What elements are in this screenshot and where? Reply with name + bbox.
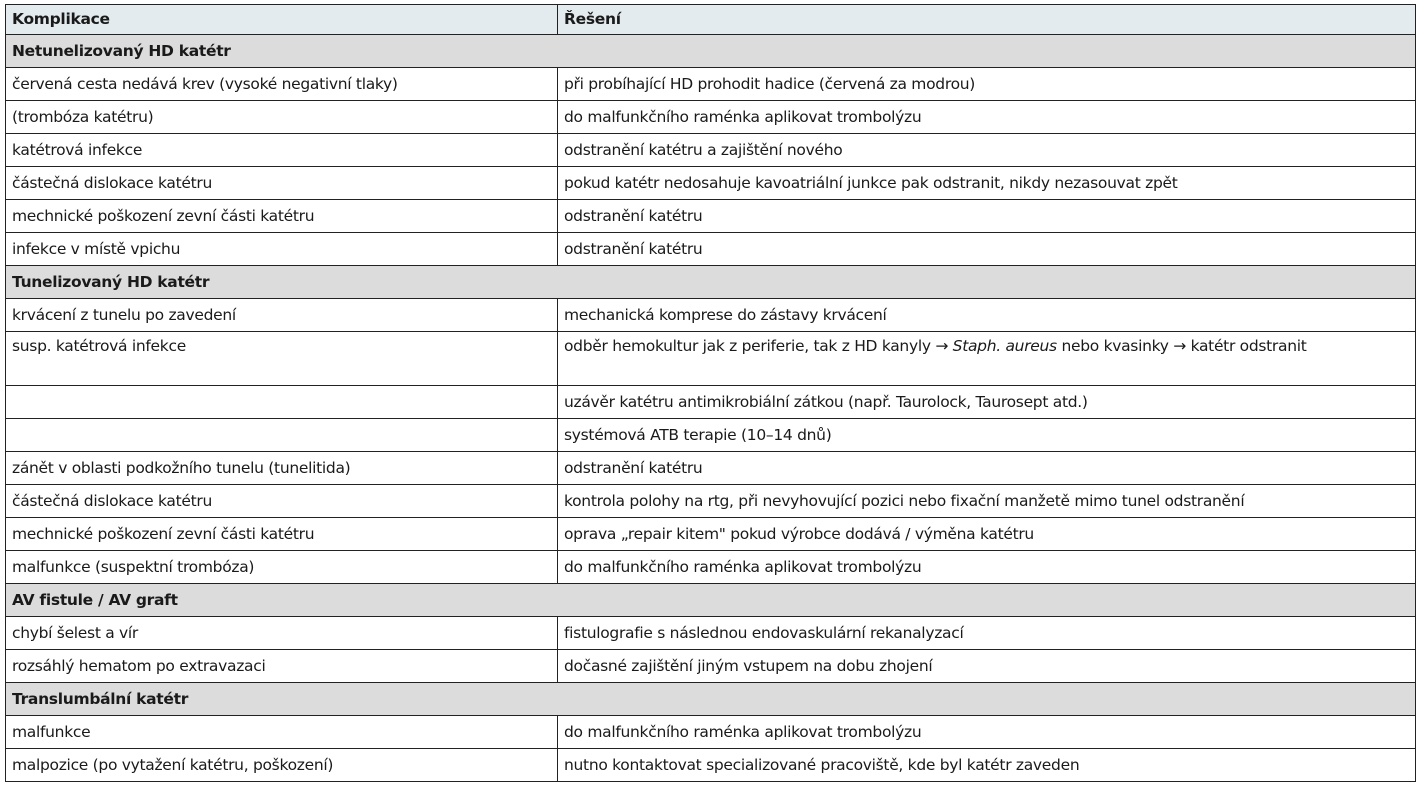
- table-row: [6, 134, 1416, 167]
- table-row: [6, 650, 1416, 683]
- complication-cell: mechnické poškození zevní části katétru: [6, 518, 558, 551]
- table-row: [6, 551, 1416, 584]
- table-header-row: [6, 5, 1416, 35]
- solution-cell: mechanická komprese do zástavy krvácení: [558, 299, 1416, 332]
- table-row: [6, 68, 1416, 101]
- complication-cell: [6, 419, 558, 452]
- section-row: [6, 266, 1416, 299]
- complication-cell: infekce v místě vpichu: [6, 233, 558, 266]
- solution-cell: při probíhající HD prohodit hadice (červená za modrou): [558, 68, 1416, 101]
- solution-cell: systémová ATB terapie (10–14 dnů): [558, 419, 1416, 452]
- section-row: [6, 584, 1416, 617]
- table-row: [6, 233, 1416, 266]
- table-row: [6, 419, 1416, 452]
- solution-cell: do malfunkčního raménka aplikovat trombolýzu: [558, 101, 1416, 134]
- solution-text: nebo kvasinky: [1056, 337, 1174, 355]
- complication-cell: malfunkce (suspektní trombóza): [6, 551, 558, 584]
- section-title: AV fistule / AV graft: [6, 584, 1416, 617]
- solution-cell: pokud katétr nedosahuje kavoatriální junkce pak odstranit, nikdy nezasouvat zpět: [558, 167, 1416, 200]
- solution-cell: do malfunkčního raménka aplikovat trombolýzu: [558, 716, 1416, 749]
- solution-cell: odstranění katétru: [558, 233, 1416, 266]
- complications-table: [5, 4, 1416, 782]
- table-row: [6, 716, 1416, 749]
- table-row: [6, 518, 1416, 551]
- section-row: [6, 683, 1416, 716]
- complication-cell: částečná dislokace katétru: [6, 485, 558, 518]
- header-reseni: Řešení: [558, 5, 1416, 35]
- section-row: [6, 35, 1416, 68]
- table-row: [6, 485, 1416, 518]
- table-row: [6, 101, 1416, 134]
- table-row: [6, 167, 1416, 200]
- arrow-right-icon: →: [935, 337, 949, 355]
- organism-name: Staph. aureus: [952, 337, 1057, 355]
- complication-cell: částečná dislokace katétru: [6, 167, 558, 200]
- solution-cell: fistulografie s následnou endovaskulární rekanalyzací: [558, 617, 1416, 650]
- table-row: [6, 617, 1416, 650]
- solution-text: katétr odstranit: [1185, 337, 1307, 355]
- complication-cell: susp. katétrová infekce: [6, 332, 558, 386]
- arrow-right-icon: →: [1173, 337, 1186, 355]
- solution-cell: nutno kontaktovat specializované pracoviště, kde byl katétr zaveden: [558, 749, 1416, 782]
- solution-cell: odstranění katétru: [558, 200, 1416, 233]
- solution-cell: [558, 332, 1416, 386]
- solution-cell: odstranění katétru a zajištění nového: [558, 134, 1416, 167]
- section-title: Tunelizovaný HD katétr: [6, 266, 1416, 299]
- solution-cell: kontrola polohy na rtg, při nevyhovující pozici nebo fixační manžetě mimo tunel odstranění: [558, 485, 1416, 518]
- complication-cell: chybí šelest a vír: [6, 617, 558, 650]
- complication-cell: mechnické poškození zevní části katétru: [6, 200, 558, 233]
- solution-cell: dočasné zajištění jiným vstupem na dobu zhojení: [558, 650, 1416, 683]
- table-row: [6, 200, 1416, 233]
- complication-cell: [6, 386, 558, 419]
- complication-cell: (trombóza katétru): [6, 101, 558, 134]
- table-row: [6, 299, 1416, 332]
- table-row: [6, 386, 1416, 419]
- complication-cell: zánět v oblasti podkožního tunelu (tunelitida): [6, 452, 558, 485]
- complication-cell: krvácení z tunelu po zavedení: [6, 299, 558, 332]
- header-komplikace: Komplikace: [6, 5, 558, 35]
- complication-cell: malpozice (po vytažení katétru, poškození): [6, 749, 558, 782]
- complication-cell: katétrová infekce: [6, 134, 558, 167]
- complication-cell: rozsáhlý hematom po extravazaci: [6, 650, 558, 683]
- table-row: [6, 749, 1416, 782]
- solution-cell: oprava „repair kitem" pokud výrobce dodává / výměna katétru: [558, 518, 1416, 551]
- complication-cell: červená cesta nedává krev (vysoké negativní tlaky): [6, 68, 558, 101]
- section-title: Translumbální katétr: [6, 683, 1416, 716]
- solution-cell: odstranění katétru: [558, 452, 1416, 485]
- table-row: [6, 452, 1416, 485]
- solution-cell: do malfunkčního raménka aplikovat trombolýzu: [558, 551, 1416, 584]
- table-row: [6, 332, 1416, 386]
- solution-cell: uzávěr katétru antimikrobiální zátkou (např. Taurolock, Taurosept atd.): [558, 386, 1416, 419]
- section-title: Netunelizovaný HD katétr: [6, 35, 1416, 68]
- solution-text: odběr hemokultur jak z periferie, tak z HD kanyly: [564, 337, 936, 355]
- complication-cell: malfunkce: [6, 716, 558, 749]
